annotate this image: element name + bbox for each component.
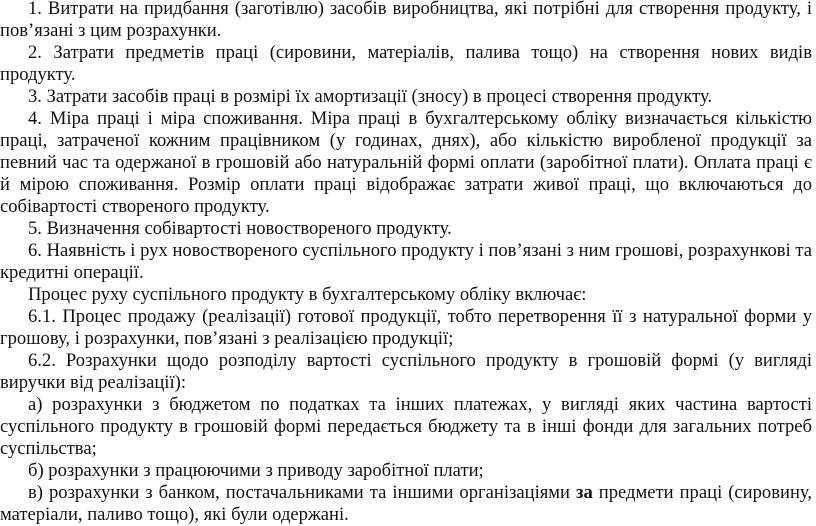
paragraph-subitem-v-bold-word: за	[576, 482, 593, 503]
paragraph-subitem-b: б) розрахунки з працюючими з приводу заробітної плати;	[28, 460, 484, 481]
paragraph-subitem-v	[0, 482, 812, 526]
paragraph-item-6: 6. Наявність і рух новоствореного суспільного продукту і пов’язані з ним грошові, розрахункові та кредитні операції.	[0, 240, 812, 283]
paragraph-process-intro: Процес руху суспільного продукту в бухгалтерському обліку включає:	[28, 284, 587, 305]
paragraph-item-6-1: 6.1. Процес продажу (реалізації) готової продукції, тобто перетворення її з натуральної форми у грошову, і розрахунки, пов’язані з реалізацією продукції;	[0, 306, 812, 349]
paragraph-subitem-a: а) розрахунки з бюджетом по податках та інших платежах, у вигляді яких частина вартості суспільного продукту в грошовій формі передається бюджету та в інші фонди для загальних потреб суспільства;	[0, 394, 812, 459]
paragraph-item-3: 3. Затрати засобів праці в розмірі їх амортизації (зносу) в процесі створення продукту.	[28, 86, 713, 107]
paragraph-item-5: 5. Визначення собівартості новоствореного продукту.	[28, 218, 452, 239]
paragraph-subitem-v-text-end: предмети праці (сировину, матеріали, паливо тощо), які були одержані.	[0, 482, 812, 525]
paragraph-item-2: 2. Затрати предметів праці (сировини, матеріалів, палива тощо) на створення нових видів продукту.	[0, 42, 812, 85]
paragraph-item-6-2: 6.2. Розрахунки щодо розподілу вартості суспільного продукту в грошовій формі (у вигляді виручки від реалізації):	[0, 350, 812, 393]
paragraph-item-1: 1. Витрати на придбання (заготівлю) засобів виробництва, які потрібні для створення продукту, і пов’язані з цим розрахунки.	[0, 0, 812, 41]
paragraph-item-4: 4. Міра праці і міра споживання. Міра праці в бухгалтерському обліку визначається кількістю праці, затраченої кожним працівником (у годинах, днях), або кількістю виробленої продукції за певний час та одержаної в грошовій або натуральній формі оплати (заробітної плати). Оплата праці є й мірою споживання. Розмір оплати праці відображає затрати живої праці, що включаються до собівартості створеного продукту.	[0, 108, 812, 217]
paragraph-subitem-v-text-start: в) розрахунки з банком, постачальниками та іншими організаціями	[28, 482, 577, 503]
